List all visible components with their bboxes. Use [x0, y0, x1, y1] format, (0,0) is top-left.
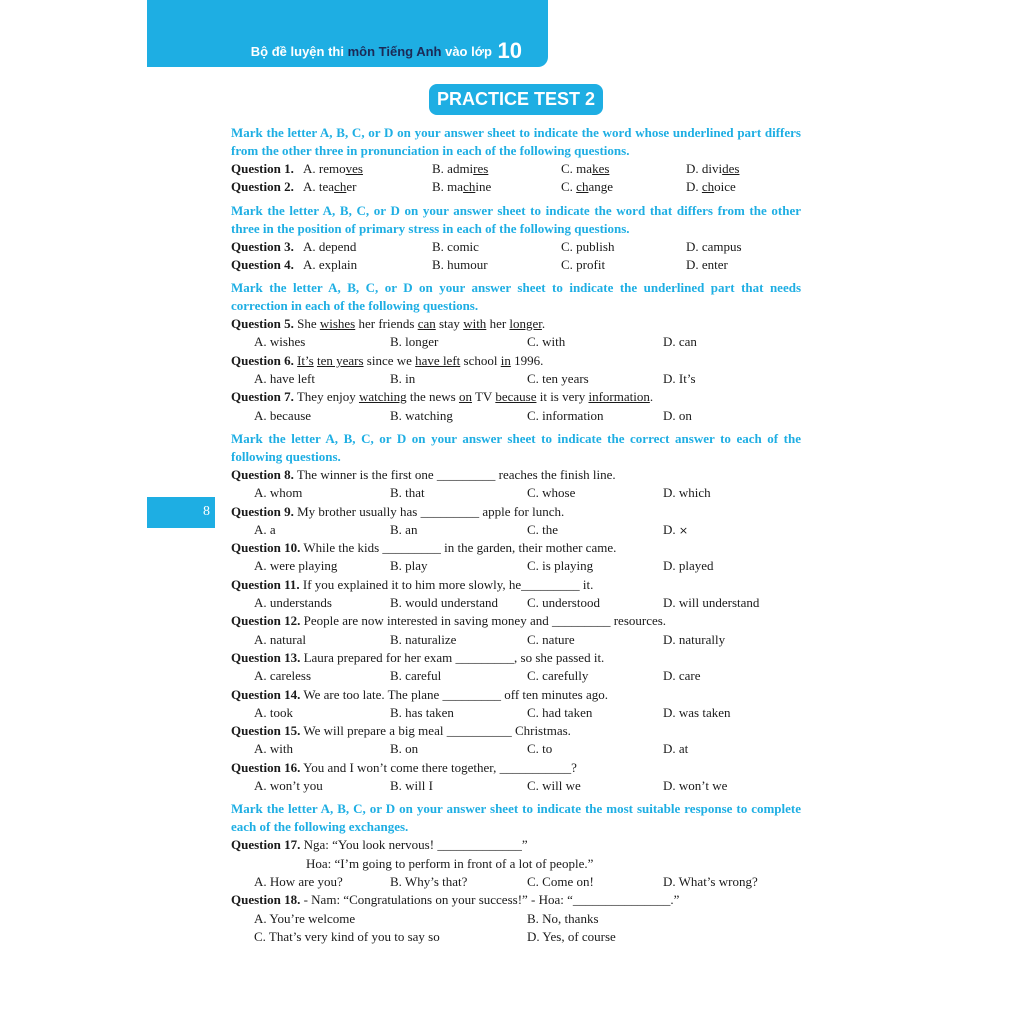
question-5: Question 5. She wishes her friends can stay with her longer. [231, 316, 546, 332]
page-tab [147, 497, 215, 528]
question-16-options: A. won’t you B. will I C. will we D. won’t we [254, 778, 728, 794]
question-11: Question 11. If you explained it to him more slowly, he_________ it. [231, 576, 594, 592]
question-17: Question 17. Nga: “You look nervous! _____________” [231, 837, 528, 853]
question-4: Question 4. A. explain B. humour C. profit D. enter [231, 256, 728, 272]
question-10: Question 10. While the kids _________ in the garden, their mother came. [231, 540, 617, 556]
question-14: Question 14. We are too late. The plane _________ off ten minutes ago. [231, 686, 608, 702]
question-13-options: A. careless B. careful C. carefully D. care [254, 668, 701, 684]
question-15-options: A. with B. on C. to D. at [254, 741, 689, 757]
question-8-options: A. whom B. that C. whose D. which [254, 485, 711, 501]
question-5-options: A. wishes B. longer C. with D. can [254, 334, 697, 350]
question-18-options-row1: A. You’re welcome B. No, thanks [254, 910, 599, 926]
question-18: Question 18. - Nam: “Congratulations on your success!” - Hoa: “_______________.” [231, 892, 680, 908]
question-9-options: A. a B. an C. the D. × [254, 521, 689, 537]
book-title: Bộ đề luyện thi môn Tiếng Anh vào lớp 10 [250, 38, 522, 63]
cross-mark-icon: × [678, 523, 689, 537]
question-13: Question 13. Laura prepared for her exam _________, so she passed it. [231, 649, 605, 665]
question-7: Question 7. They enjoy watching the news on TV because it is very information. [231, 389, 654, 405]
question-17-reply: Hoa: “I’m going to perform in front of a lot of people.” [306, 855, 594, 871]
section-instruction: Mark the letter A, B, C, or D on your answer sheet to indicate the most suitable response to complete each of the following exchanges. [231, 801, 801, 835]
section-instruction: Mark the letter A, B, C, or D on your answer sheet to indicate the correct answer to each of the following questions. [231, 430, 801, 464]
question-14-options: A. took B. has taken C. had taken D. was taken [254, 704, 731, 720]
question-15: Question 15. We will prepare a big meal __________ Christmas. [231, 723, 571, 739]
question-7-options: A. because B. watching C. information D. on [254, 407, 692, 423]
question-10-options: A. were playing B. play C. is playing D. played [254, 558, 714, 574]
question-6-options: A. have left B. in C. ten years D. It’s [254, 371, 696, 387]
question-1: Question 1. A. removes B. admires C. makes D. divides [231, 161, 740, 176]
section-instruction: Mark the letter A, B, C, or D on your answer sheet to indicate the word whose underlined part differs from the other three in pronunciation in each of the following questions. [231, 125, 801, 158]
question-18-options-row2: C. That’s very kind of you to say so D. Yes, of course [254, 928, 616, 944]
page-number: 8 [203, 504, 210, 519]
question-16: Question 16. You and I won’t come there together, ___________? [231, 759, 577, 775]
test-title: PRACTICE TEST 2 [429, 84, 603, 115]
section-instruction: Mark the letter A, B, C, or D on your answer sheet to indicate the word that differs from the other three in the position of primary stress in each of the following questions. [231, 202, 801, 236]
question-3: Question 3. A. depend B. comic C. publish D. campus [231, 238, 742, 254]
question-2: Question 2. A. teacher B. machine C. change D. choice [231, 179, 736, 195]
question-12-options: A. natural B. naturalize C. nature D. naturally [254, 631, 726, 647]
question-9: Question 9. My brother usually has _________ apple for lunch. [231, 503, 565, 519]
question-8: Question 8. The winner is the first one _________ reaches the finish line. [231, 466, 616, 482]
section-instruction: Mark the letter A, B, C, or D on your answer sheet to indicate the underlined part that needs correction in each of the following questions. [231, 280, 801, 314]
question-12: Question 12. People are now interested in saving money and _________ resources. [231, 613, 667, 629]
header-band [147, 0, 548, 67]
question-11-options: A. understands B. would understand C. understood D. will understand [254, 595, 760, 611]
question-6: Question 6. It’s ten years since we have left school in 1996. [231, 352, 544, 368]
question-content [231, 124, 801, 946]
question-17-options: A. How are you? B. Why’s that? C. Come on! D. What’s wrong? [254, 873, 758, 889]
